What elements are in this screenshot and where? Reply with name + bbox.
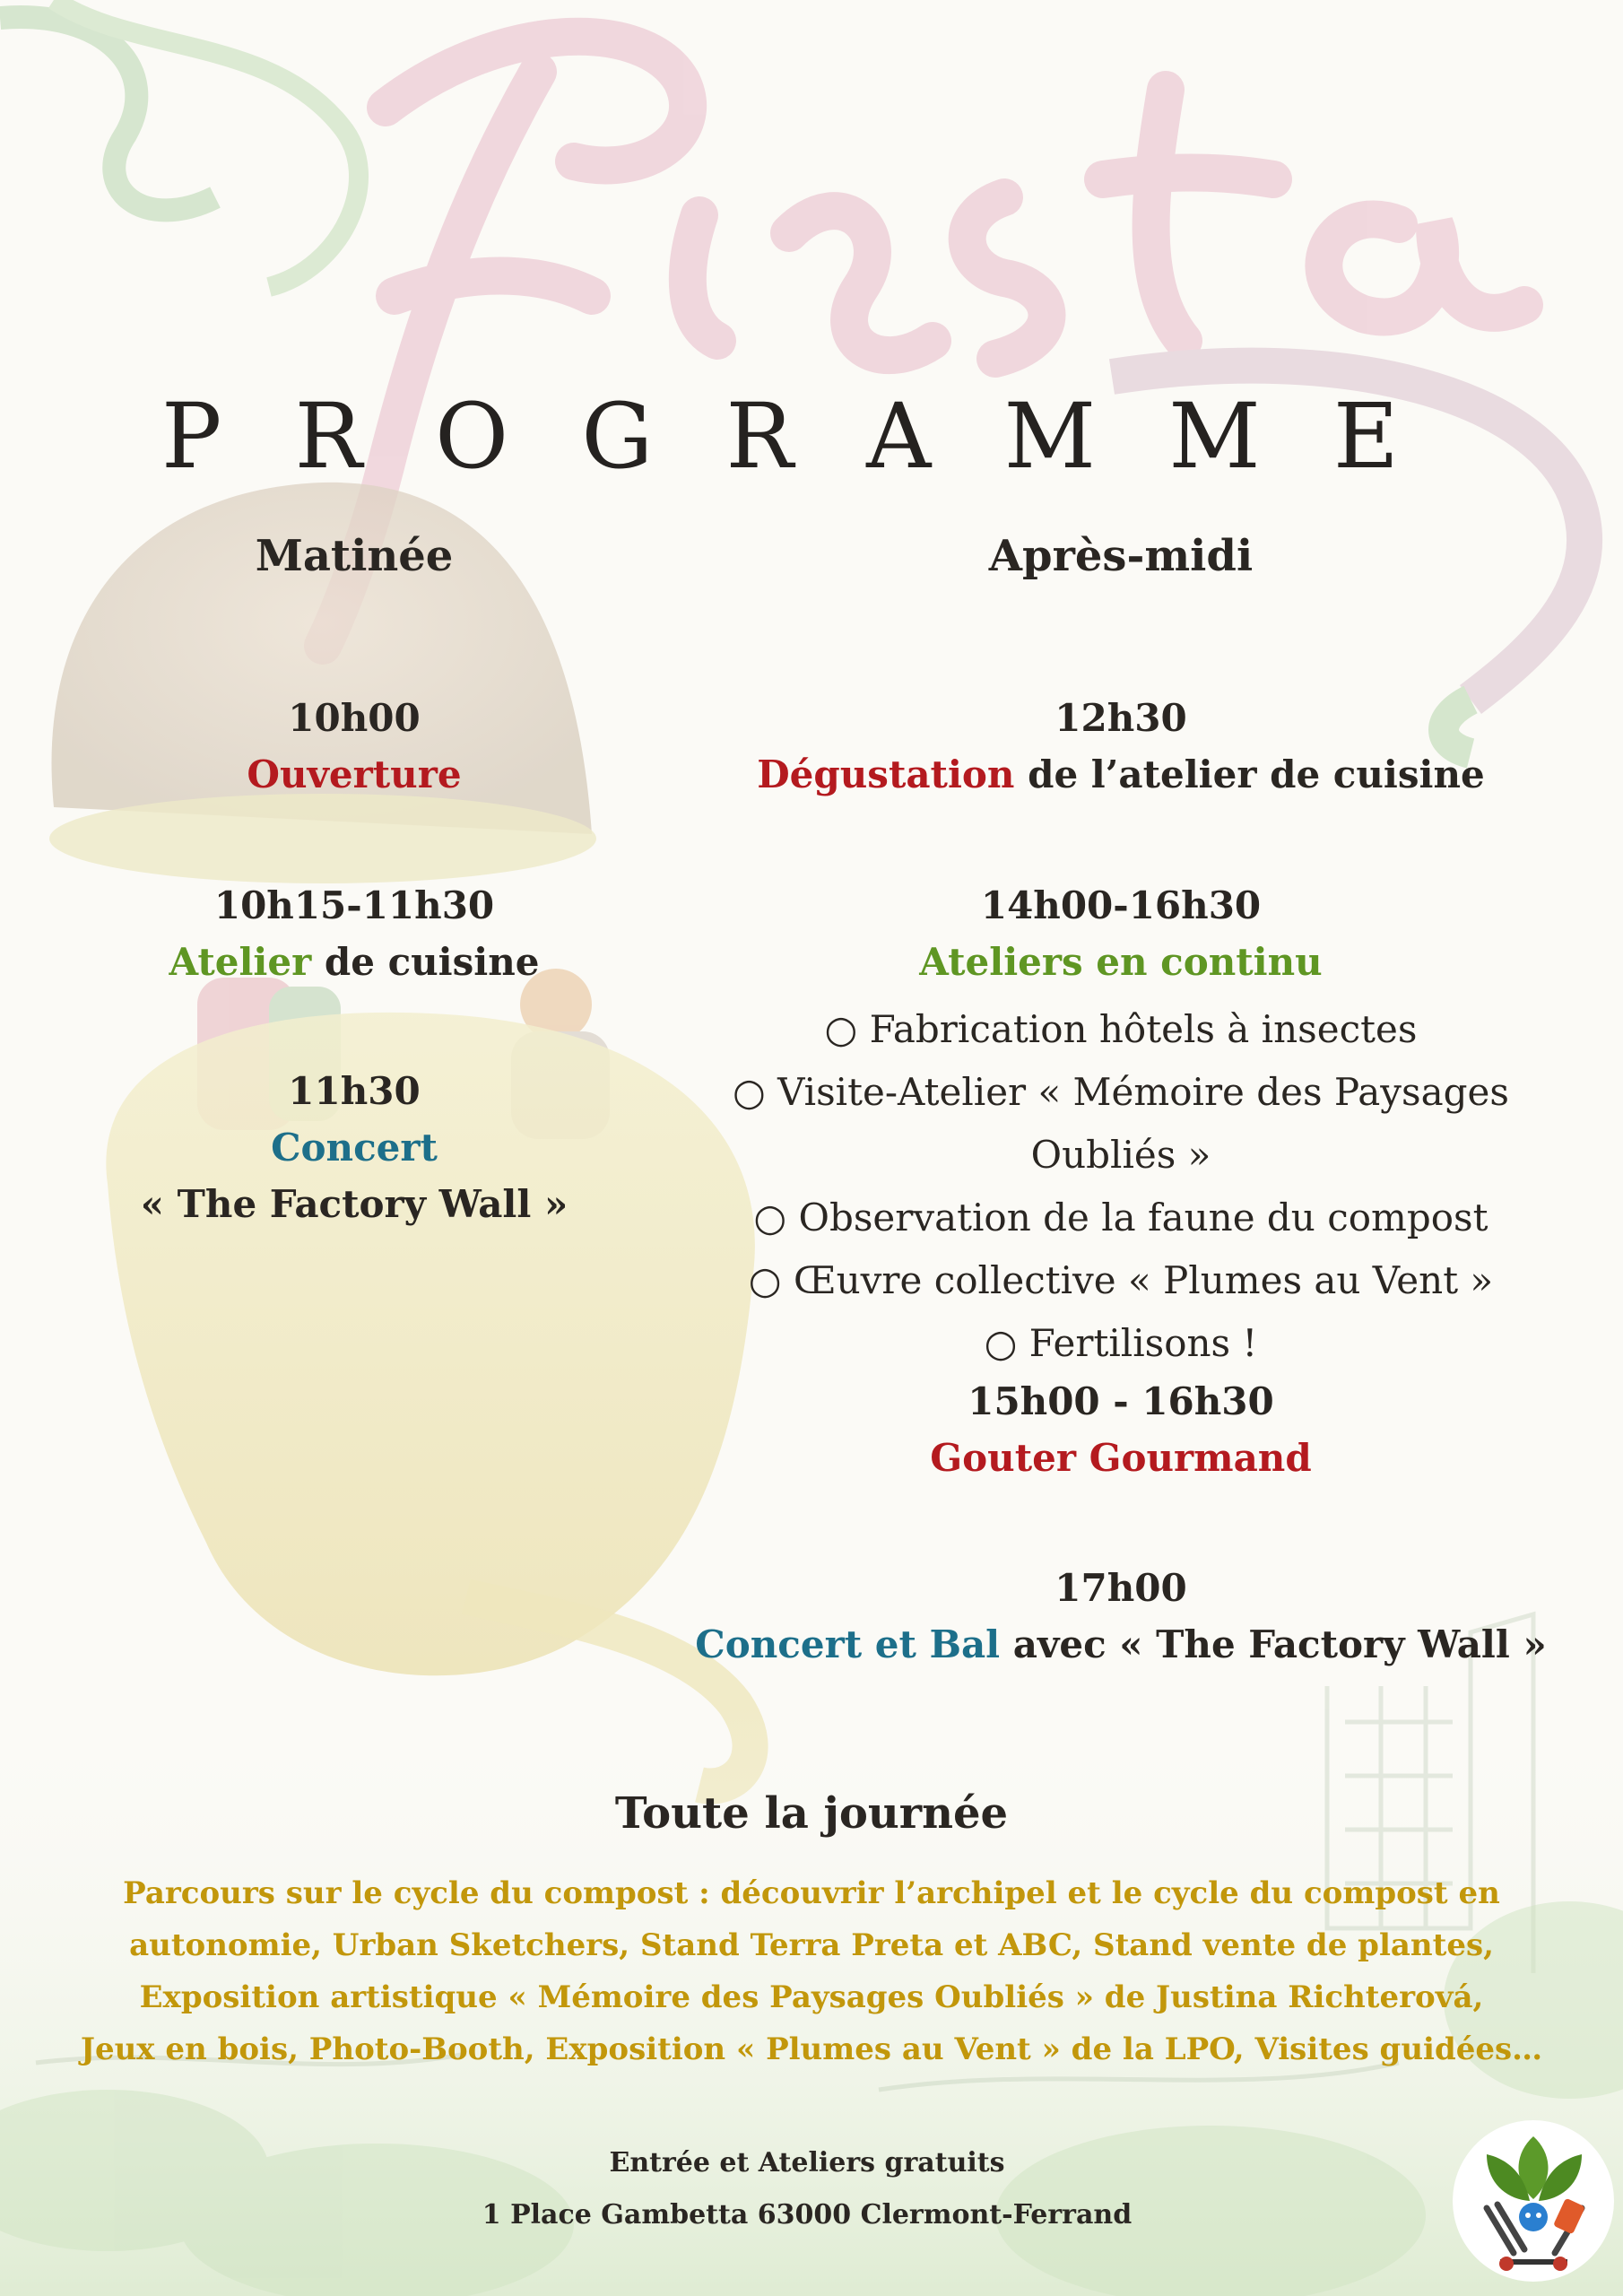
workshop-item: ○ Œuvre collective « Plumes au Vent » xyxy=(748,1258,1494,1302)
morning-event-opening xyxy=(126,696,583,796)
event-title xyxy=(717,1436,1524,1480)
programme-letter: M xyxy=(1168,384,1261,489)
event-title-highlight: Concert xyxy=(271,1126,438,1170)
programme-letter: O xyxy=(435,384,509,489)
event-title-rest: de cuisine xyxy=(311,940,540,984)
afternoon-event-snack xyxy=(717,1379,1524,1480)
programme-letter: A xyxy=(866,384,932,489)
event-title-highlight: Concert et Bal xyxy=(695,1622,1001,1666)
compost-logo-icon xyxy=(1451,2118,1617,2284)
event-time: 15h00 - 16h30 xyxy=(968,1379,1274,1423)
programme-letter: R xyxy=(294,384,362,489)
all-day-line: autonomie, Urban Sketchers, Stand Terra Preta et ABC, Stand vente de plantes, xyxy=(129,1927,1494,1963)
morning-event-concert xyxy=(126,1069,583,1226)
event-title-highlight: Ateliers en continu xyxy=(919,940,1323,984)
event-time: 17h00 xyxy=(1055,1566,1187,1610)
event-title xyxy=(681,1622,1560,1666)
programme-letter: P xyxy=(161,384,222,489)
event-title xyxy=(126,752,583,796)
afternoon-event-concert-ball xyxy=(681,1566,1560,1666)
workshop-item: ○ Observation de la faune du compost xyxy=(753,1196,1488,1239)
all-day-line: Jeux en bois, Photo-Booth, Exposition « Plumes au Vent » de la LPO, Visites guidées… xyxy=(80,2031,1543,2067)
workshop-list xyxy=(664,998,1578,1375)
event-time: 11h30 xyxy=(288,1069,421,1113)
programme-letter: R xyxy=(725,384,794,489)
event-time: 10h15-11h30 xyxy=(213,883,495,927)
workshop-item: ○ Visite-Atelier « Mémoire des Paysages Oubliés » xyxy=(733,1070,1509,1177)
event-title-highlight: Gouter Gourmand xyxy=(930,1436,1312,1480)
event-time: 10h00 xyxy=(288,696,421,740)
event-title-highlight: Ouverture xyxy=(247,752,462,796)
morning-heading: Matinée xyxy=(255,531,454,581)
workshop-item: ○ Fabrication hôtels à insectes xyxy=(824,1007,1418,1051)
programme-title xyxy=(0,384,1623,489)
programme-letter: E xyxy=(1332,384,1399,489)
event-time: 14h00-16h30 xyxy=(980,883,1262,927)
workshop-item: ○ Fertilisons ! xyxy=(984,1321,1258,1365)
event-title-highlight: Dégustation xyxy=(757,752,1015,796)
afternoon-event-tasting xyxy=(717,696,1524,796)
programme-letter: M xyxy=(1003,384,1096,489)
event-title xyxy=(664,940,1578,984)
morning-event-cooking-workshop xyxy=(126,883,583,984)
event-band-name: « The Factory Wall » xyxy=(140,1182,568,1226)
footer-address: 1 Place Gambetta 63000 Clermont-Ferrand xyxy=(482,2199,1133,2231)
programme-letter: G xyxy=(581,384,654,489)
event-title-rest: avec « The Factory Wall » xyxy=(1000,1622,1547,1666)
event-time: 12h30 xyxy=(1055,696,1187,740)
event-title-rest: de l’atelier de cuisine xyxy=(1014,752,1485,796)
event-title xyxy=(717,752,1524,796)
all-day-line: Exposition artistique « Mémoire des Paysages Oubliés » de Justina Richterová, xyxy=(139,1979,1484,2015)
afternoon-heading: Après-midi xyxy=(988,531,1254,581)
event-title xyxy=(126,1126,583,1170)
afternoon-event-workshops xyxy=(664,883,1578,1375)
footer-free-entry: Entrée et Ateliers gratuits xyxy=(609,2147,1005,2179)
all-day-heading: Toute la journée xyxy=(614,1788,1009,1839)
all-day-line: Parcours sur le cycle du compost : découvrir l’archipel et le cycle du compost en xyxy=(123,1875,1500,1911)
event-title-highlight: Atelier xyxy=(169,940,312,984)
all-day-description xyxy=(54,1867,1569,2075)
event-title xyxy=(126,940,583,984)
